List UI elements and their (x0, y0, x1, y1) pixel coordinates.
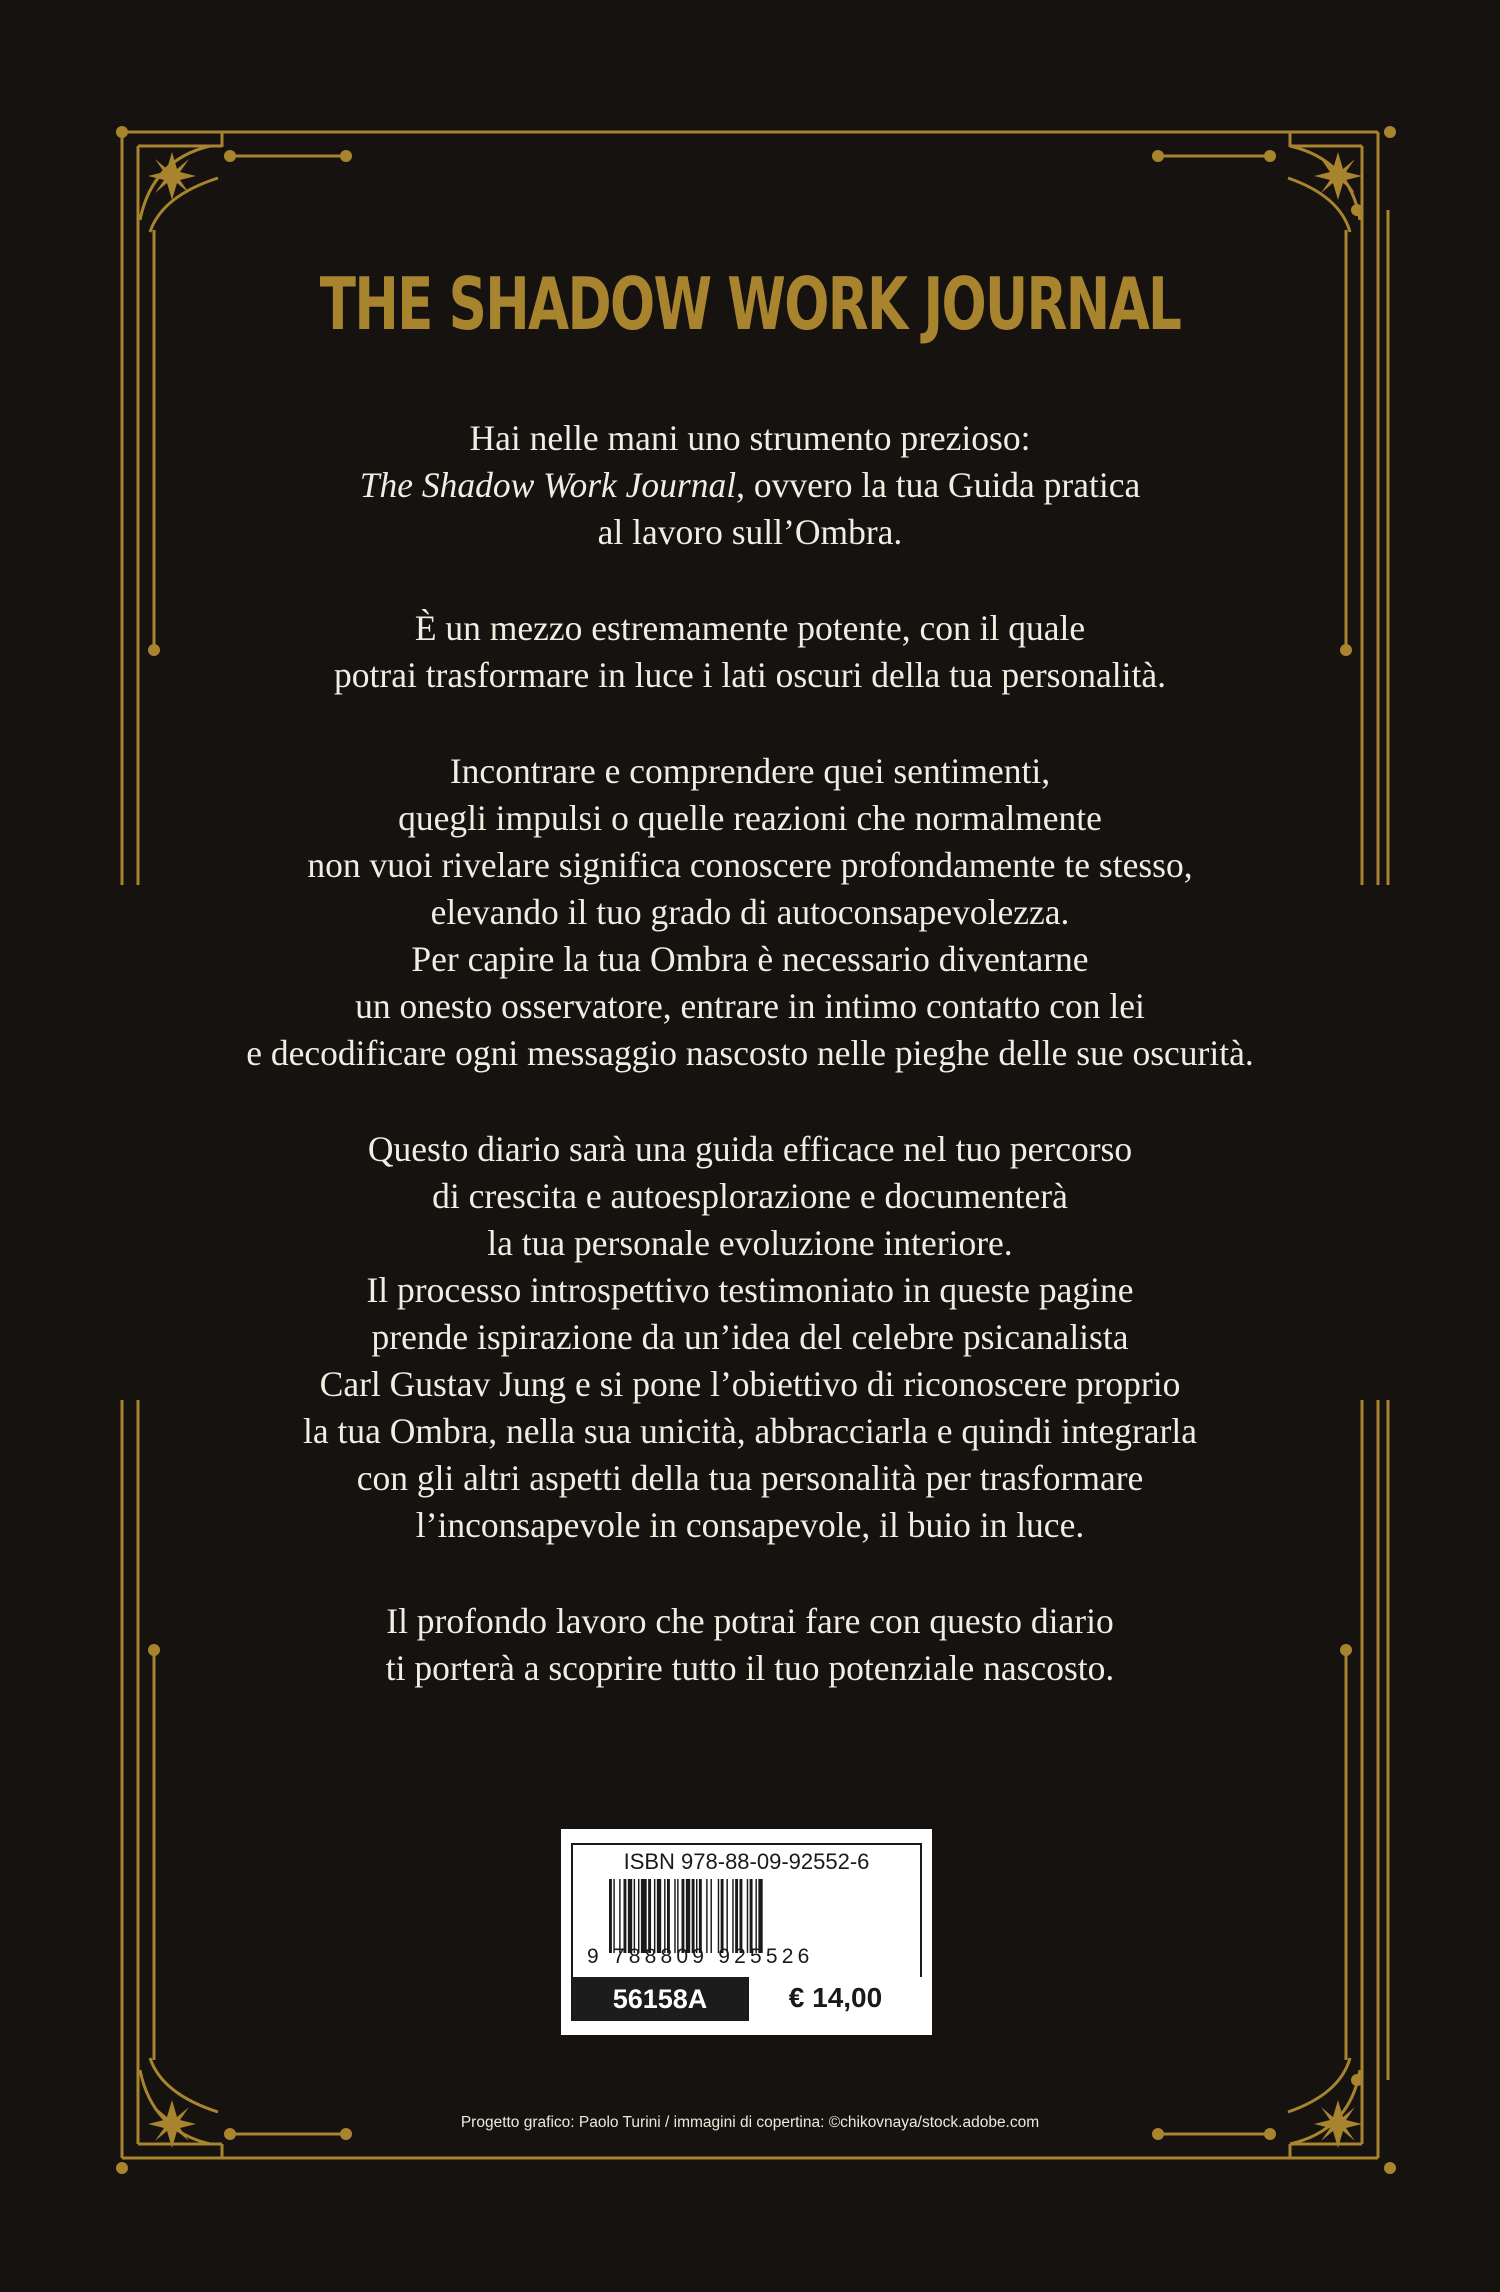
blurb-line: quegli impulsi o quelle reazioni che normalmente (398, 798, 1102, 838)
blurb-line: Hai nelle mani uno strumento prezioso: (469, 418, 1031, 458)
isbn-number: ISBN 978-88-09-92552-6 (623, 1849, 870, 1874)
credits-text: Progetto grafico: Paolo Turini / immagini di copertina: ©chikovnaya/stock.adobe.com (460, 2114, 1040, 2131)
blurb-line (100, 462, 1400, 509)
barcode-bars (609, 1879, 889, 1953)
blurb-line: Il profondo lavoro che potrai fare con questo diario (386, 1601, 1114, 1641)
blurb-line: un onesto osservatore, entrare in intimo contatto con lei (355, 986, 1145, 1026)
blurb-line: la tua personale evoluzione interiore. (487, 1223, 1013, 1263)
blurb-line: elevando il tuo grado di autoconsapevolezza. (430, 892, 1070, 932)
blurb-line: di crescita e autoesplorazione e documenterà (432, 1176, 1068, 1216)
blurb-line: ti porterà a scoprire tutto il tuo potenziale nascosto. (385, 1648, 1115, 1688)
blurb-line: Per capire la tua Ombra è necessario diventarne (411, 939, 1089, 979)
barcode-label (561, 1829, 932, 2035)
blurb-line-rest: , ovvero la tua Guida pratica (736, 465, 1141, 505)
book-title: THE SHADOW WORK JOURNAL (319, 262, 1181, 346)
blurb-line: Carl Gustav Jung e si pone l’obiettivo di riconoscere proprio (319, 1364, 1181, 1404)
blurb-line: non vuoi rivelare significa conoscere profondamente te stesso, (307, 845, 1193, 885)
book-title-italic: The Shadow Work Journal (359, 465, 737, 505)
blurb-line: prende ispirazione da un’idea del celebre psicanalista (371, 1317, 1129, 1357)
blurb-line: potrai trasformare in luce i lati oscuri della tua personalità. (334, 655, 1166, 695)
blurb-paragraph-2 (100, 605, 1400, 699)
blurb-paragraph-1 (100, 415, 1400, 556)
blurb-line: Incontrare e comprendere quei sentimenti, (449, 751, 1051, 791)
star-burst-icon (148, 152, 196, 200)
ean-digits: 9 788809 925526 (587, 1945, 814, 1968)
blurb-line: Questo diario sarà una guida efficace nel tuo percorso (367, 1129, 1133, 1169)
blurb-paragraph-3 (100, 748, 1400, 1077)
product-code: 56158A (573, 1977, 747, 2021)
blurb-paragraph-5 (100, 1598, 1400, 1692)
blurb-paragraph-4 (100, 1126, 1400, 1549)
blurb-line: al lavoro sull’Ombra. (597, 512, 903, 552)
blurb-text (100, 415, 1400, 1741)
star-burst-icon (1314, 152, 1362, 200)
blurb-line: Il processo introspettivo testimoniato in queste pagine (366, 1270, 1134, 1310)
blurb-line: con gli altri aspetti della tua personalità per trasformare (356, 1458, 1144, 1498)
blurb-line: l’inconsapevole in consapevole, il buio in luce. (415, 1505, 1085, 1545)
blurb-line: la tua Ombra, nella sua unicità, abbracciarla e quindi integrarla (302, 1411, 1197, 1451)
blurb-line: e decodificare ogni messaggio nascosto nelle pieghe delle sue oscurità. (246, 1033, 1254, 1073)
price: € 14,00 (747, 1977, 922, 2021)
barcode-frame (571, 1843, 922, 2021)
blurb-line: È un mezzo estremamente potente, con il quale (414, 608, 1086, 648)
